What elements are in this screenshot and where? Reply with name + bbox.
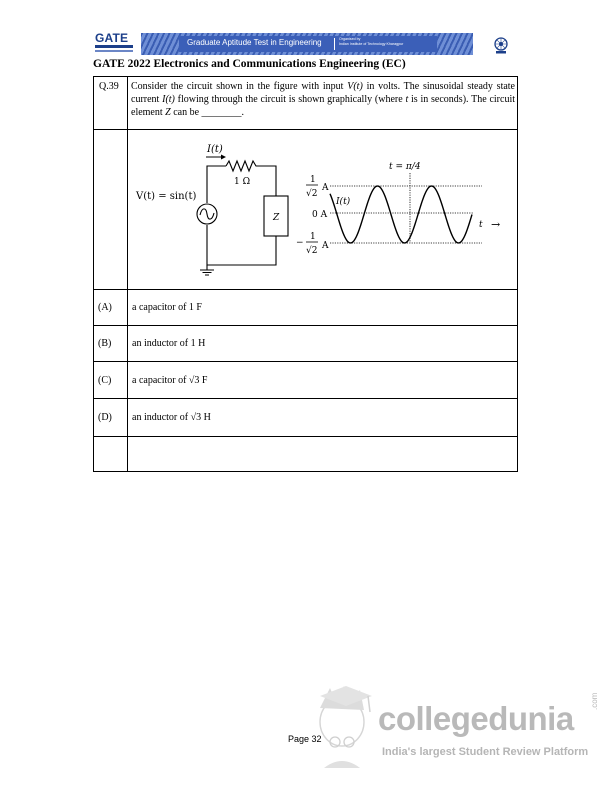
waveform-label: I(t) bbox=[336, 197, 351, 207]
option-c-text: a capacitor of √3 F bbox=[132, 375, 208, 386]
option-c-label: (C) bbox=[98, 375, 112, 386]
resistor-icon bbox=[226, 161, 258, 171]
option-b-text: an inductor of 1 H bbox=[132, 338, 206, 349]
min-sign: − bbox=[296, 238, 304, 248]
zero-label: 0 A bbox=[312, 210, 328, 220]
collegedunia-watermark bbox=[302, 680, 607, 775]
watermark-com: .com bbox=[590, 692, 599, 710]
banner-strip bbox=[141, 33, 473, 55]
watermark-brand: collegedunia bbox=[378, 700, 574, 737]
option-b-label: (B) bbox=[98, 338, 112, 349]
option-a-text: a capacitor of 1 F bbox=[132, 302, 202, 313]
min-label-den: √2 bbox=[306, 246, 318, 256]
document-title: GATE 2022 Electronics and Communications Engineering (EC) bbox=[93, 58, 406, 70]
banner-organiser: Organised by Indian Institute of Technology Kharagpur bbox=[339, 37, 404, 46]
header-banner bbox=[93, 31, 520, 57]
time-arrow-icon: → bbox=[491, 218, 501, 231]
current-waveform bbox=[330, 186, 472, 243]
option-a-label: (A) bbox=[98, 302, 112, 313]
banner-title: Graduate Aptitude Test in Engineering bbox=[187, 38, 322, 47]
question-text: Consider the circuit shown in the figure with input V(t) in volts. The sinusoidal steady state current I(t) flowing through the circuit is shown graphically (where t is in seconds). The circuit element Z can be ________. bbox=[131, 81, 515, 118]
ac-source-icon bbox=[197, 204, 217, 224]
resistor-label: 1 Ω bbox=[234, 177, 251, 187]
marker-label: t = π/4 bbox=[389, 162, 421, 172]
max-label-den: √2 bbox=[306, 189, 318, 199]
mascot-icon bbox=[302, 682, 378, 772]
max-label-num: 1 bbox=[310, 175, 316, 185]
page-number: Page 32 bbox=[288, 734, 322, 744]
time-axis-label: t bbox=[479, 220, 483, 230]
option-d-label: (D) bbox=[98, 412, 112, 423]
min-label-num: 1 bbox=[310, 232, 316, 242]
question-number: Q.39 bbox=[99, 81, 119, 92]
ground-icon bbox=[200, 270, 214, 275]
source-label: V(t) = sin(t) bbox=[136, 191, 197, 202]
gate-logo-text: GATE bbox=[95, 31, 129, 45]
circuit-and-waveform-figure bbox=[134, 140, 514, 280]
current-label: I(t) bbox=[207, 144, 223, 155]
element-z-label: Z bbox=[273, 213, 280, 223]
min-unit: A bbox=[322, 241, 329, 251]
option-d-text: an inductor of √3 H bbox=[132, 412, 211, 423]
watermark-tagline: India's largest Student Review Platform bbox=[382, 746, 589, 758]
reference-lines bbox=[330, 173, 482, 243]
current-arrow-icon bbox=[206, 155, 226, 160]
gate-logo bbox=[93, 31, 137, 57]
iit-emblem-icon bbox=[491, 35, 511, 55]
max-unit: A bbox=[322, 183, 329, 193]
